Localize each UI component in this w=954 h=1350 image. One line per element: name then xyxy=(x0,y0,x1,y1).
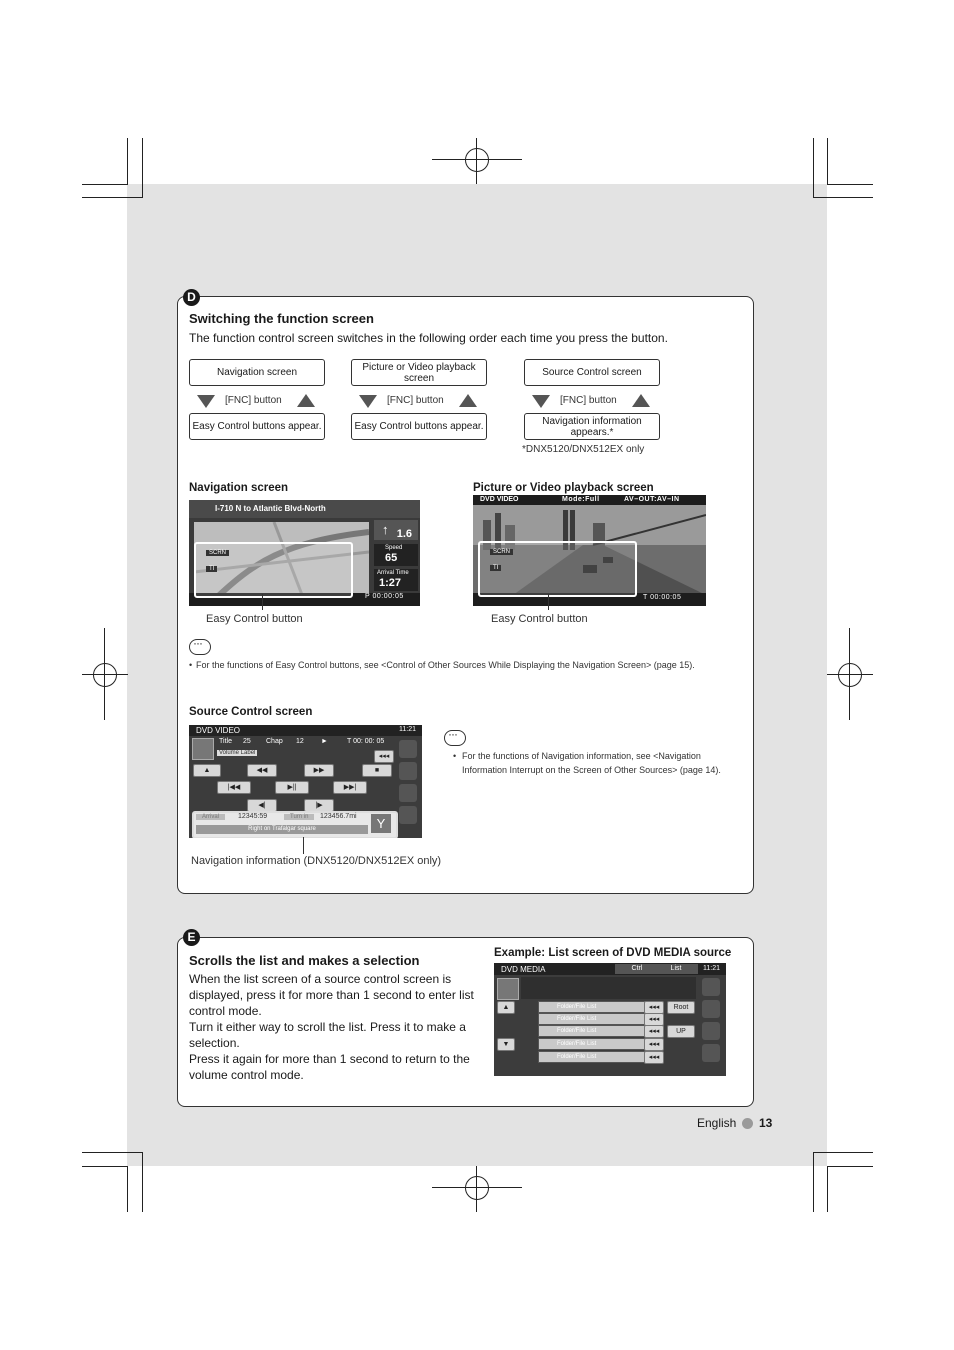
flow-easy-control-box: Easy Control buttons appear. xyxy=(189,413,325,440)
footer-language: English xyxy=(697,1116,737,1130)
scroll-up-button[interactable]: ▲ xyxy=(497,1001,515,1014)
navigation-screenshot xyxy=(189,500,420,606)
crop-mark xyxy=(813,197,873,198)
easy-control-button-area[interactable] xyxy=(194,542,353,598)
back-button[interactable]: ◂◂◂ xyxy=(644,1038,664,1051)
list-item[interactable]: Folder/File List xyxy=(538,1001,660,1013)
stop-button[interactable]: ■ xyxy=(362,764,392,777)
registration-mark xyxy=(476,138,477,184)
fast-forward-button[interactable]: ▶▶ xyxy=(304,764,334,777)
music-icon[interactable] xyxy=(399,762,417,780)
section-d-title: Switching the function screen xyxy=(189,311,374,326)
chap-label: Chap xyxy=(266,738,283,745)
fnc-button-label: [FNC] button xyxy=(387,395,444,406)
slow-reverse-button[interactable]: ◀| xyxy=(247,799,277,812)
arrival-value: 12345:59 xyxy=(238,813,268,820)
scroll-down-button[interactable]: ▼ xyxy=(497,1038,515,1051)
title-number: 25 xyxy=(243,738,251,745)
list-item[interactable]: Folder/File List xyxy=(538,1051,660,1063)
setup-icon[interactable] xyxy=(702,1044,720,1062)
crop-mark xyxy=(142,1152,143,1212)
ti-button[interactable]: TI xyxy=(490,565,501,571)
registration-mark xyxy=(432,159,522,160)
source-control-screenshot xyxy=(189,725,422,838)
list-example-heading: Example: List screen of DVD MEDIA source xyxy=(494,947,732,959)
back-button[interactable]: ◂◂◂ xyxy=(644,1051,664,1064)
chap-number: 12 xyxy=(296,738,304,745)
leader-line xyxy=(303,837,304,854)
list-clock: 11:21 xyxy=(703,965,720,972)
arrow-up-icon xyxy=(297,394,315,407)
list-item[interactable]: Folder/File List xyxy=(538,1025,660,1037)
leader-line xyxy=(548,594,549,610)
turn-label: Turn in xyxy=(284,814,314,820)
registration-mark xyxy=(104,628,105,720)
footer-dot-icon xyxy=(742,1118,753,1129)
play-status-icon: ► xyxy=(321,738,328,745)
crop-mark xyxy=(142,138,143,198)
bullet: • xyxy=(189,660,193,670)
registration-mark xyxy=(432,1187,522,1188)
source-screen-heading: Source Control screen xyxy=(189,706,313,718)
arrow-down-icon xyxy=(359,395,377,408)
crop-mark xyxy=(827,184,873,185)
list-item[interactable]: Folder/File List xyxy=(538,1038,660,1050)
crop-mark xyxy=(813,138,814,198)
arrival-label: Arrival xyxy=(196,814,225,820)
bullet: • xyxy=(453,751,457,761)
list-icon[interactable] xyxy=(702,978,720,996)
source-clock: 11:21 xyxy=(399,726,416,733)
easy-control-button-area[interactable] xyxy=(478,541,637,597)
arrow-up-icon xyxy=(459,394,477,407)
slow-forward-button[interactable]: |▶ xyxy=(304,799,334,812)
crop-mark xyxy=(82,184,128,185)
registration-mark xyxy=(476,1166,477,1212)
registration-mark xyxy=(93,663,117,687)
eject-button[interactable]: ▲ xyxy=(193,764,221,777)
flow-source-control-box: Source Control screen xyxy=(524,359,660,386)
footnote: *DNX5120/DNX512EX only xyxy=(522,444,645,455)
video-mode: Mode:Full xyxy=(562,496,600,503)
volume-label: Volume Label xyxy=(219,750,256,756)
note-easy-control: For the functions of Easy Control buttons, see <Control of Other Sources While Displaying the Navigation Screen> (page 15). xyxy=(196,660,695,670)
crop-mark xyxy=(813,1152,873,1153)
arrow-down-icon xyxy=(532,395,550,408)
section-e-body-1: When the list screen of a source control screen is displayed, press it for more than 1 second to enter list control mode. xyxy=(189,972,474,1018)
video-av: AV–OUT:AV–IN xyxy=(624,496,680,503)
crop-mark xyxy=(127,138,128,184)
arrow-up-icon xyxy=(632,394,650,407)
tab-list[interactable]: List xyxy=(654,964,698,974)
section-e-badge: E xyxy=(183,929,200,946)
video-source: DVD VIDEO xyxy=(480,496,519,503)
video-time: T 00:00:05 xyxy=(643,594,682,601)
flow-navigation-screen-box: Navigation screen xyxy=(189,359,325,386)
nav-street-name: I-710 N to Atlantic Blvd-North xyxy=(215,504,326,513)
leader-line xyxy=(262,594,263,610)
list-item[interactable]: Folder/File List xyxy=(538,1013,660,1025)
previous-button[interactable]: |◀◀ xyxy=(217,781,251,794)
nav-speed: 65 xyxy=(385,552,398,564)
title-label: Title xyxy=(219,738,232,745)
disc-icon[interactable] xyxy=(399,784,417,802)
source-icon[interactable] xyxy=(192,738,214,760)
note-icon xyxy=(189,639,211,655)
nav-arrival: 1:27 xyxy=(379,577,402,589)
list-icon[interactable] xyxy=(399,740,417,758)
nav-arrival-label: Arrival Time xyxy=(377,570,409,576)
flow-video-playback-box: Picture or Video playback screen xyxy=(351,359,487,386)
video-screen-heading: Picture or Video playback screen xyxy=(473,482,654,494)
fnc-button-label: [FNC] button xyxy=(225,395,282,406)
crop-mark xyxy=(82,197,142,198)
video-screenshot xyxy=(473,495,706,606)
registration-mark xyxy=(82,674,128,675)
navigation-info-bar xyxy=(192,811,398,838)
setup-icon[interactable] xyxy=(399,806,417,824)
crop-mark xyxy=(82,1166,128,1167)
registration-mark xyxy=(849,628,850,720)
rewind-button[interactable]: ◀◀ xyxy=(247,764,277,777)
nav-speed-label: Speed xyxy=(385,545,403,551)
next-button[interactable]: ▶▶| xyxy=(333,781,367,794)
registration-mark xyxy=(838,663,862,687)
ti-button[interactable]: TI xyxy=(206,566,217,572)
nav-easy-control-caption: Easy Control button xyxy=(206,613,303,625)
section-e-body-2: Turn it either way to scroll the list. Press it to make a selection. xyxy=(189,1020,466,1050)
turn-arrow-icon: Y xyxy=(371,814,391,833)
turn-value: 123456.7mi xyxy=(320,813,357,820)
disc-icon[interactable] xyxy=(702,1022,720,1040)
note-navigation-info: For the functions of Navigation information, see <Navigation Information Interrupt on the Screen of Other Sources> (page 14). xyxy=(462,751,721,775)
nav-screen-heading: Navigation screen xyxy=(189,482,289,494)
nav-arrow-icon: ↑ xyxy=(382,522,389,537)
crop-mark xyxy=(827,1166,873,1167)
video-easy-control-caption: Easy Control button xyxy=(491,613,588,625)
scrn-button[interactable]: SCRN xyxy=(490,549,513,555)
arrow-down-icon xyxy=(197,395,215,408)
flow-easy-control-box: Easy Control buttons appear. xyxy=(351,413,487,440)
note-icon xyxy=(444,730,466,746)
registration-mark xyxy=(465,148,489,172)
turn-instruction: Right on Trafalgar square xyxy=(196,825,368,834)
root-button[interactable]: Root xyxy=(667,1001,695,1014)
back-button[interactable]: ◂◂◂ xyxy=(644,1013,664,1026)
section-e-title: Scrolls the list and makes a selection xyxy=(189,953,420,968)
nav-info-caption: Navigation information (DNX5120/DNX512EX only) xyxy=(191,855,442,867)
crop-mark xyxy=(82,1152,142,1153)
page-number: 13 xyxy=(759,1116,773,1130)
source-name: DVD VIDEO xyxy=(196,726,241,735)
music-icon[interactable] xyxy=(702,1000,720,1018)
crop-mark xyxy=(827,1166,828,1212)
back-button[interactable]: ◂◂◂ xyxy=(374,750,394,763)
back-button[interactable]: ◂◂◂ xyxy=(644,1001,664,1014)
back-button[interactable]: ◂◂◂ xyxy=(644,1025,664,1038)
list-source-name: DVD MEDIA xyxy=(501,965,546,974)
section-e-body-3: Press it again for more than 1 second to return to the volume control mode. xyxy=(189,1052,470,1082)
nav-time: P 00:00:05 xyxy=(365,593,404,600)
crop-mark xyxy=(827,138,828,184)
registration-mark xyxy=(827,674,873,675)
section-d-badge: D xyxy=(183,289,200,306)
nav-distance: 1.6 xyxy=(396,528,412,540)
section-d-intro: The function control screen switches in the following order each time you press the button. xyxy=(189,331,668,345)
tab-ctrl[interactable]: Ctrl xyxy=(615,964,659,974)
registration-mark xyxy=(465,1176,489,1200)
flow-nav-info-box: Navigation information appears.* xyxy=(524,413,660,440)
crop-mark xyxy=(127,1166,128,1212)
playback-time: T 00: 00: 05 xyxy=(347,738,385,745)
fnc-button-label: [FNC] button xyxy=(560,395,617,406)
up-button[interactable]: UP xyxy=(667,1025,695,1038)
crop-mark xyxy=(813,1152,814,1212)
source-icon[interactable] xyxy=(497,978,519,1000)
play-pause-button[interactable]: ▶|| xyxy=(275,781,309,794)
list-screenshot xyxy=(494,963,726,1076)
scrn-button[interactable]: SCRN xyxy=(206,550,229,556)
